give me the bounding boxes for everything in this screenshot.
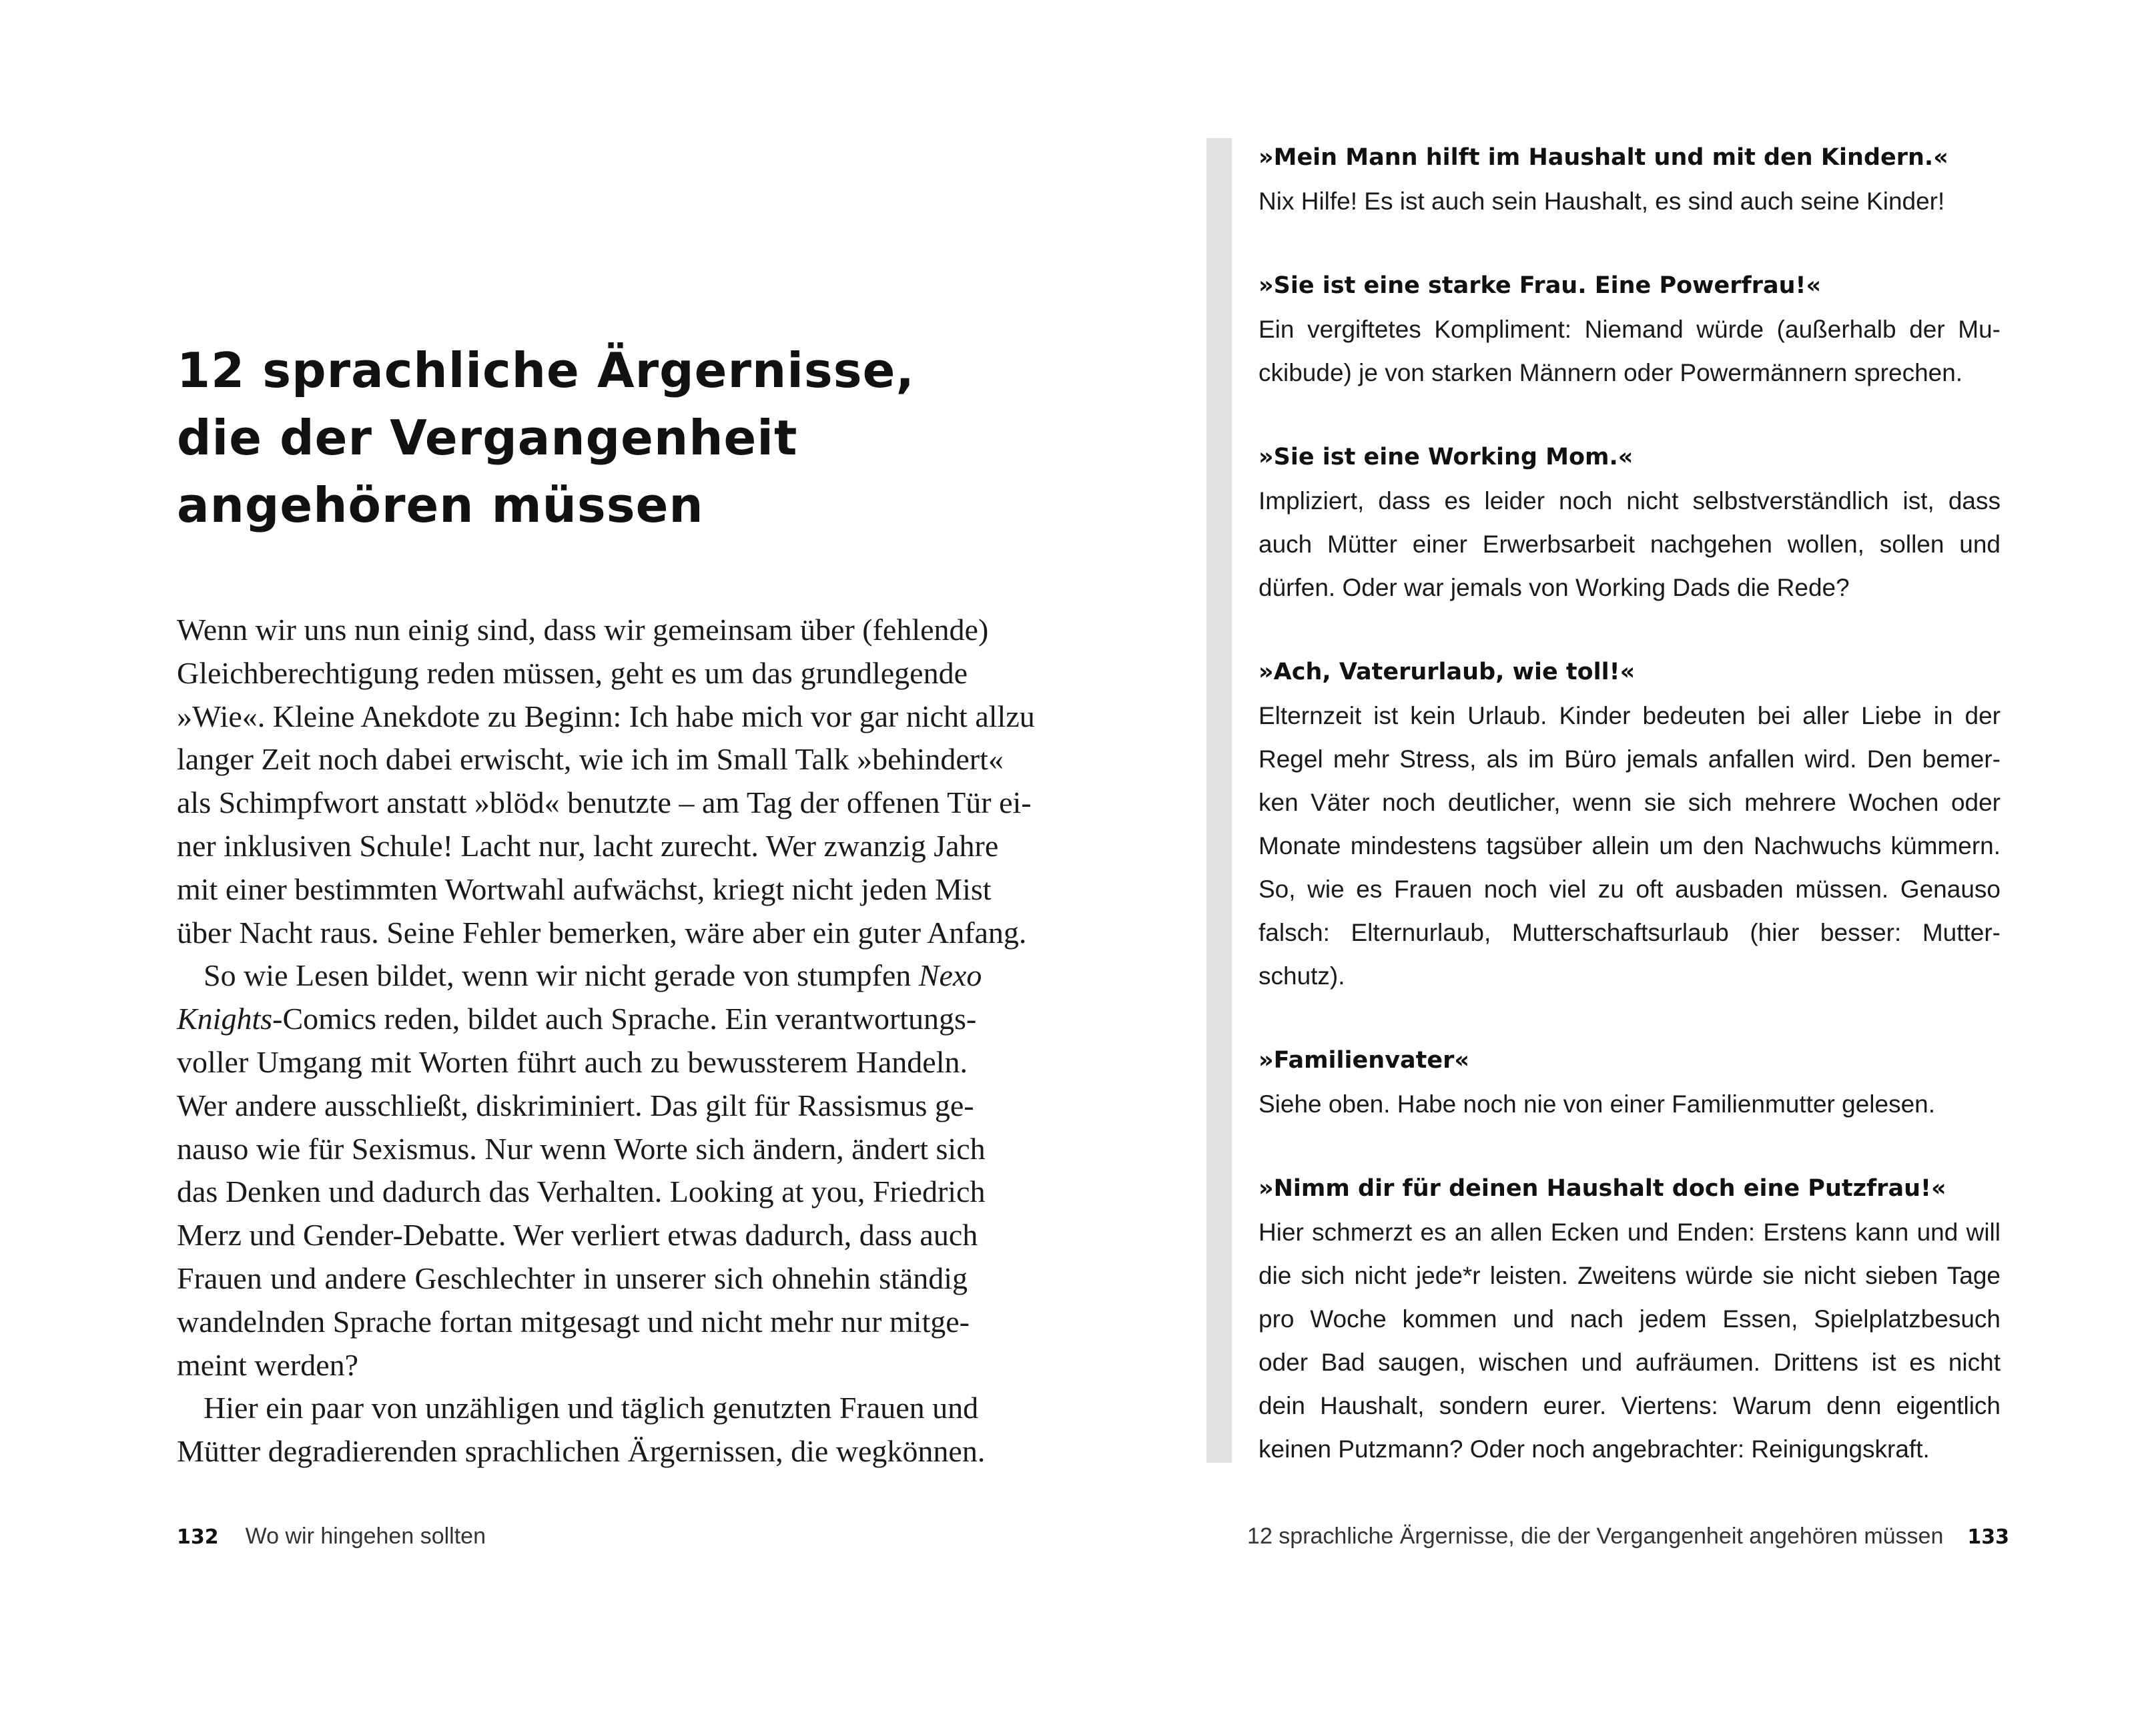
entry-heading: »Familienvater«: [1259, 1047, 1469, 1074]
entry-line: So, wie es Frauen noch viel zu oft ausbaden müssen. Genauso: [1259, 876, 2001, 903]
running-head: Wo wir hingehen sollten: [245, 1523, 486, 1549]
grievance-list: [1259, 136, 2001, 1512]
text-line: Gleichberechtigung reden müssen, geht es um das grundlegende: [177, 655, 968, 690]
entry-heading: »Nimm dir für deinen Haushalt doch eine Putzfrau!«: [1259, 1175, 1946, 1202]
entry-heading: »Mein Mann hilft im Haushalt und mit den Kindern.«: [1259, 144, 1948, 171]
text-line: über Nacht raus. Seine Fehler bemerken, wäre aber ein guter Anfang.: [177, 915, 1027, 950]
entry-line: oder Bad saugen, wischen und aufräumen. Drittens ist es nicht: [1259, 1349, 2001, 1376]
footer-right: [1247, 1523, 2009, 1550]
text-line: langer Zeit noch dabei erwischt, wie ich im Small Talk »behindert«: [177, 742, 1004, 777]
text-line: meint werden?: [177, 1347, 359, 1382]
entry-heading: »Sie ist eine Working Mom.«: [1259, 444, 1634, 470]
entry-line: Nix Hilfe! Es ist auch sein Haushalt, es sind auch seine Kinder!: [1259, 188, 1945, 215]
text-run: -Comics reden, bildet auch Sprache. Ein verantwortungs-: [272, 1002, 977, 1036]
entry-line: Regel mehr Stress, als im Büro jemals anfallen wird. Den bemer-: [1259, 745, 2001, 773]
list-item: [1259, 436, 2001, 609]
entry-line: schutz).: [1259, 962, 1345, 990]
text-line: nauso wie für Sexismus. Nur wenn Worte sich ändern, ändert sich: [177, 1131, 986, 1166]
text-line: mit einer bestimmten Wortwahl aufwächst, kriegt nicht jeden Mist: [177, 872, 992, 906]
entry-heading: »Sie ist eine starke Frau. Eine Powerfrau!«: [1259, 272, 1822, 299]
entry-line: auch Mütter einer Erwerbsarbeit nachgehen wollen, sollen und: [1259, 531, 2001, 558]
text-line: [177, 954, 982, 998]
entry-line: pro Woche kommen und nach jedem Essen, Spielplatzbesuch: [1259, 1305, 2001, 1333]
list-item: [1259, 264, 2001, 394]
paragraph-2: [177, 954, 986, 1387]
italic-title: Nexo: [918, 958, 982, 993]
text-line: voller Umgang mit Worten führt auch zu bewussterem Handeln.: [177, 1044, 968, 1079]
text-line: Hier ein paar von unzähligen und täglich genutzten Frauen und: [204, 1391, 979, 1425]
entry-line: ckibude) je von starken Männern oder Powermännern sprechen.: [1259, 359, 1963, 386]
text-line: Mütter degradierenden sprachlichen Ärgernissen, die wegkönnen.: [177, 1434, 986, 1469]
entry-line: Monate mindestens tagsüber allein um den Nachwuchs kümmern.: [1259, 832, 2001, 860]
list-item: [1259, 651, 2001, 998]
text-line: wandelnden Sprache fortan mitgesagt und nicht mehr nur mitge-: [177, 1304, 970, 1339]
page-number: 133: [1967, 1525, 2009, 1549]
paragraph-3: [177, 1387, 986, 1473]
text-line: das Denken und dadurch das Verhalten. Looking at you, Friedrich: [177, 1174, 986, 1209]
entry-line: Elternzeit ist kein Urlaub. Kinder bedeuten bei aller Liebe in der: [1259, 702, 2001, 729]
text-line: Wer andere ausschließt, diskriminiert. Das gilt für Rassismus ge-: [177, 1088, 974, 1122]
body-text: [177, 609, 1035, 1473]
list-item: [1259, 1039, 2001, 1126]
entry-line: Ein vergiftetes Kompliment: Niemand würde (außerhalb der Mu-: [1259, 316, 2001, 343]
text-line: ner inklusiven Schule! Lacht nur, lacht zurecht. Wer zwanzig Jahre: [177, 828, 999, 863]
chapter-title-line: die der Vergangenheit: [177, 410, 798, 466]
page-number: 132: [177, 1525, 219, 1549]
running-head: 12 sprachliche Ärgernisse, die der Vergangenheit angehören müssen: [1247, 1523, 1944, 1549]
list-item: [1259, 136, 2001, 223]
sidebar-accent-bar: [1206, 138, 1232, 1463]
entry-heading: »Ach, Vaterurlaub, wie toll!«: [1259, 659, 1636, 685]
text-run: So wie Lesen bildet, wenn wir nicht gerade von stumpfen: [204, 958, 919, 993]
chapter-title: [177, 337, 1044, 539]
footer-left: [177, 1523, 486, 1550]
entry-line: Hier schmerzt es an allen Ecken und Enden: Erstens kann und will: [1259, 1219, 2001, 1246]
text-line: [177, 998, 977, 1041]
entry-line: Siehe oben. Habe noch nie von einer Familienmutter gelesen.: [1259, 1090, 1936, 1118]
paragraph-1: [177, 609, 1035, 954]
list-item: [1259, 1167, 2001, 1471]
text-line: Merz und Gender-Debatte. Wer verliert etwas dadurch, dass auch: [177, 1218, 978, 1253]
entry-line: ken Väter noch deutlicher, wenn sie sich mehrere Wochen oder: [1259, 789, 2001, 816]
text-line: als Schimpfwort anstatt »blöd« benutzte – am Tag der offenen Tür ei-: [177, 785, 1032, 820]
text-line: »Wie«. Kleine Anekdote zu Beginn: Ich habe mich vor gar nicht allzu: [177, 699, 1035, 733]
entry-line: dürfen. Oder war jemals von Working Dads die Rede?: [1259, 574, 1850, 601]
entry-line: Impliziert, dass es leider noch nicht selbstverständlich ist, dass: [1259, 487, 2001, 514]
text-line: Wenn wir uns nun einig sind, dass wir gemeinsam über (fehlende): [177, 613, 989, 647]
chapter-title-line: angehören müssen: [177, 477, 704, 533]
italic-title: Knights: [177, 1002, 273, 1036]
entry-line: die sich nicht jede*r leisten. Zweitens würde sie nicht sieben Tage: [1259, 1262, 2001, 1289]
text-line: Frauen und andere Geschlechter in unserer sich ohnehin ständig: [177, 1261, 968, 1295]
chapter-title-line: 12 sprachliche Ärgernisse,: [177, 342, 915, 398]
entry-line: dein Haushalt, sondern eurer. Viertens: Warum denn eigentlich: [1259, 1392, 2001, 1419]
entry-line: keinen Putzmann? Oder noch angebrachter: Reinigungskraft.: [1259, 1435, 1930, 1463]
entry-line: falsch: Elternurlaub, Mutterschaftsurlaub (hier besser: Mutter-: [1259, 919, 2001, 946]
